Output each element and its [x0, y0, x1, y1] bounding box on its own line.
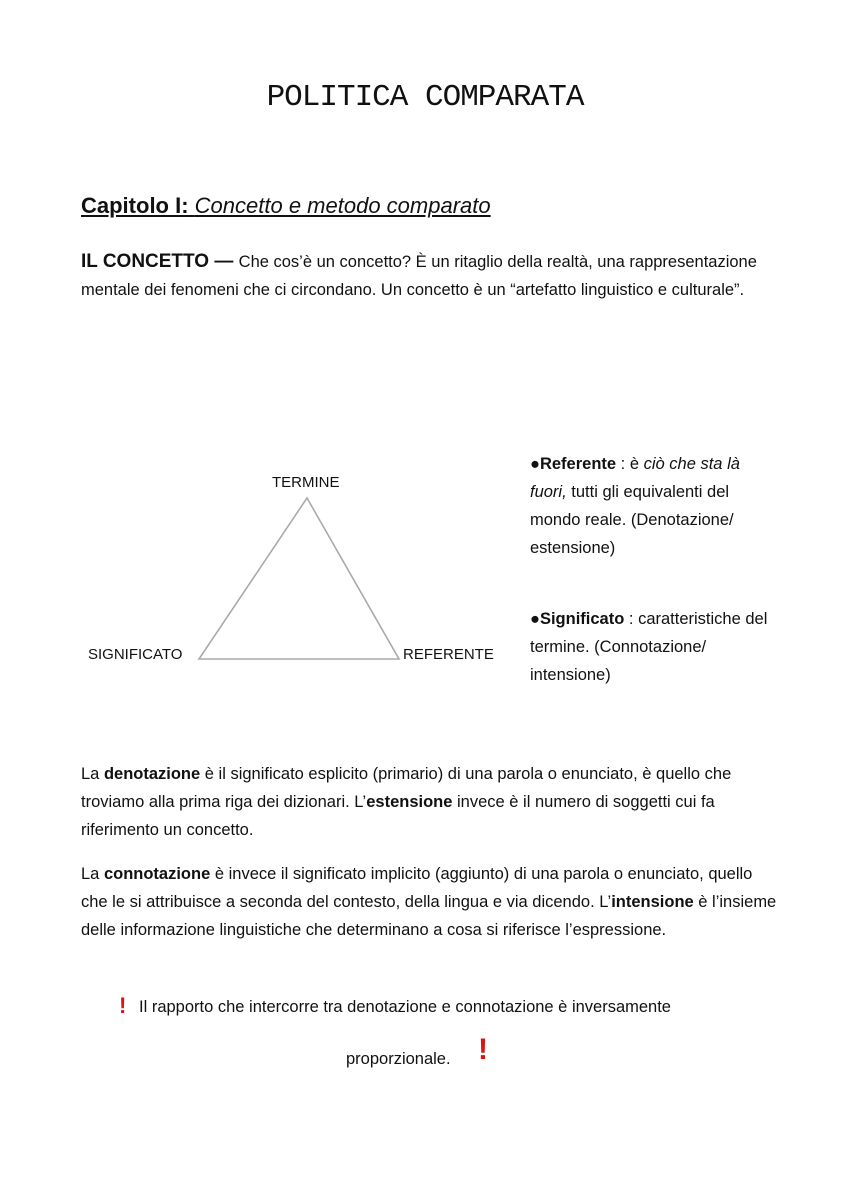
chapter-heading — [81, 193, 491, 219]
text-run: è invece il significato implicito (aggiunto) di una parola o enunciato, quello che le si attribuisce a seconda del contesto, della lingua e via dicendo. L’ — [81, 865, 753, 911]
bullet-icon: ● — [530, 455, 540, 473]
exclamation-icon: ! — [119, 993, 127, 1018]
denotazione-paragraph — [81, 760, 781, 844]
semantic-triangle-diagram — [81, 450, 511, 700]
text-run: è il significato esplicito (primario) di una parola o enunciato, è quello che troviamo alla prima riga dei dizionari. L’ — [81, 765, 732, 811]
concept-paragraph — [81, 248, 781, 304]
vertex-significato: SIGNIFICATO — [88, 646, 183, 663]
chapter-number: Capitolo I: — [81, 193, 189, 218]
document-title: POLITICA COMPARATA — [266, 80, 584, 115]
concept-text: Che cos’è un concetto? È un ritaglio della realtà, una rappresentazione mentale dei fenomeni che ci circondano. Un concetto è un “artefatto linguistico e culturale”. — [81, 253, 757, 299]
significato-definition — [530, 605, 775, 689]
text-run: invece è il numero di soggetti cui fa riferimento un concetto. — [81, 793, 715, 839]
exclamation-icon: ! — [478, 1033, 488, 1066]
referente-definition — [530, 450, 775, 562]
text-run: La — [81, 865, 104, 883]
text-run: La — [81, 765, 104, 783]
connotazione-paragraph — [81, 860, 781, 944]
referente-sep: : è — [616, 455, 644, 473]
vertex-termine: TERMINE — [272, 474, 340, 491]
bullet-icon: ● — [530, 610, 540, 628]
term-denotazione: denotazione — [103, 765, 201, 783]
text-run: è l’insieme delle informazione linguistiche che determinano a cosa si riferisce l’espressione. — [81, 893, 777, 939]
note-line-1: Il rapporto che intercorre tra denotazione e connotazione è inversamente — [139, 998, 671, 1016]
significato-term: Significato — [539, 610, 625, 628]
term-intensione: intensione — [611, 893, 694, 911]
vertex-referente: REFERENTE — [403, 646, 494, 663]
term-estensione: estensione — [366, 793, 453, 811]
referente-term: Referente — [539, 455, 617, 473]
significato-rest: : caratteristiche del termine. (Connotazione/ intensione) — [530, 610, 768, 684]
note-line-2: proporzionale. — [346, 1050, 451, 1068]
referente-rest: tutti gli equivalenti del mondo reale. (Denotazione/ estensione) — [530, 483, 734, 557]
concept-heading: IL CONCETTO — [81, 251, 210, 272]
term-connotazione: connotazione — [103, 865, 211, 883]
chapter-name: Concetto e metodo comparato — [194, 193, 491, 218]
concept-dash: — — [209, 251, 239, 272]
referente-italic: ciò che sta là fuori, — [530, 455, 740, 501]
